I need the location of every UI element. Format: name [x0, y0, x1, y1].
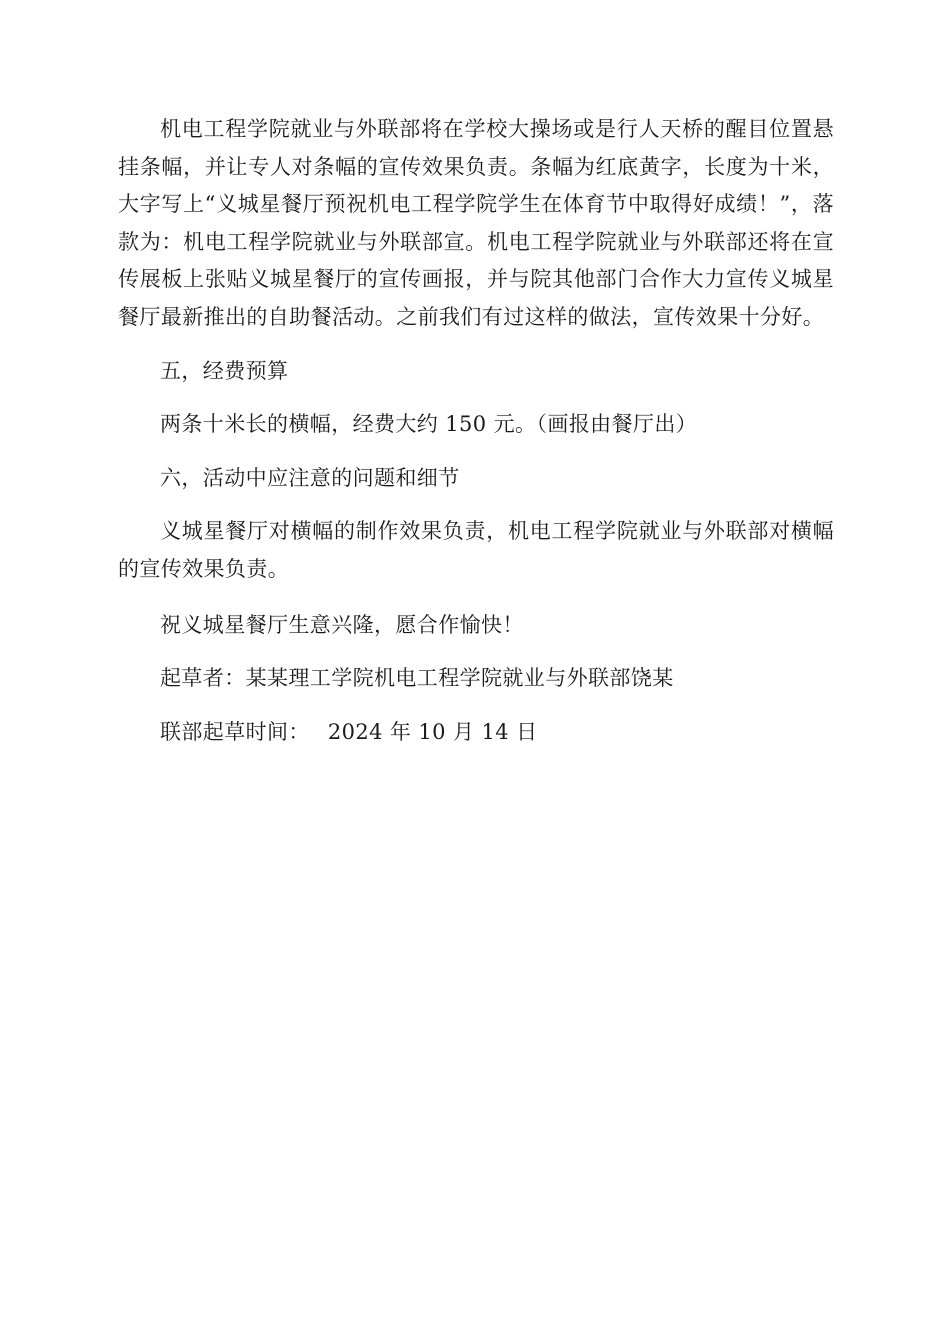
section-heading-notes: 六，活动中应注意的问题和细节: [160, 465, 460, 490]
section-heading-budget: 五，经费预算: [160, 358, 289, 383]
paragraph-budget: 两条十米长的横幅，经费大约 150 元。（画报由餐厅出）: [160, 412, 698, 437]
document-page: [118, 111, 834, 751]
paragraph-notes: 义城星餐厅对横幅的制作效果负责，机电工程学院就业与外联部对横幅的宣传效果负责。: [118, 519, 834, 581]
paragraph-drafter: 起草者：某某理工学院机电工程学院就业与外联部饶某: [160, 666, 674, 691]
draft-date-label: 联部起草时间：: [160, 719, 310, 744]
paragraph-intro: 机电工程学院就业与外联部将在学校大操场或是行人天桥的醒目位置悬挂条幅，并让专人对条幅的宣传效果负责。条幅为红底黄字，长度为十米，大字写上“义城星餐厅预祝机电工程学院学生在体育节中取得好成绩！”，落款为：机电工程学院就业与外联部宣。机电工程学院就业与外联部还将在宣传展板上张贴义城星餐厅的宣传画报，并与院其他部门合作大力宣传义城星餐厅最新推出的自助餐活动。之前我们有过这样的做法，宣传效果十分好。: [118, 117, 834, 329]
paragraph-closing: 祝义城星餐厅生意兴隆，愿合作愉快！: [160, 612, 524, 637]
draft-date-value: 2024 年 10 月 14 日: [327, 719, 538, 744]
paragraph-draft-date: [118, 714, 834, 752]
